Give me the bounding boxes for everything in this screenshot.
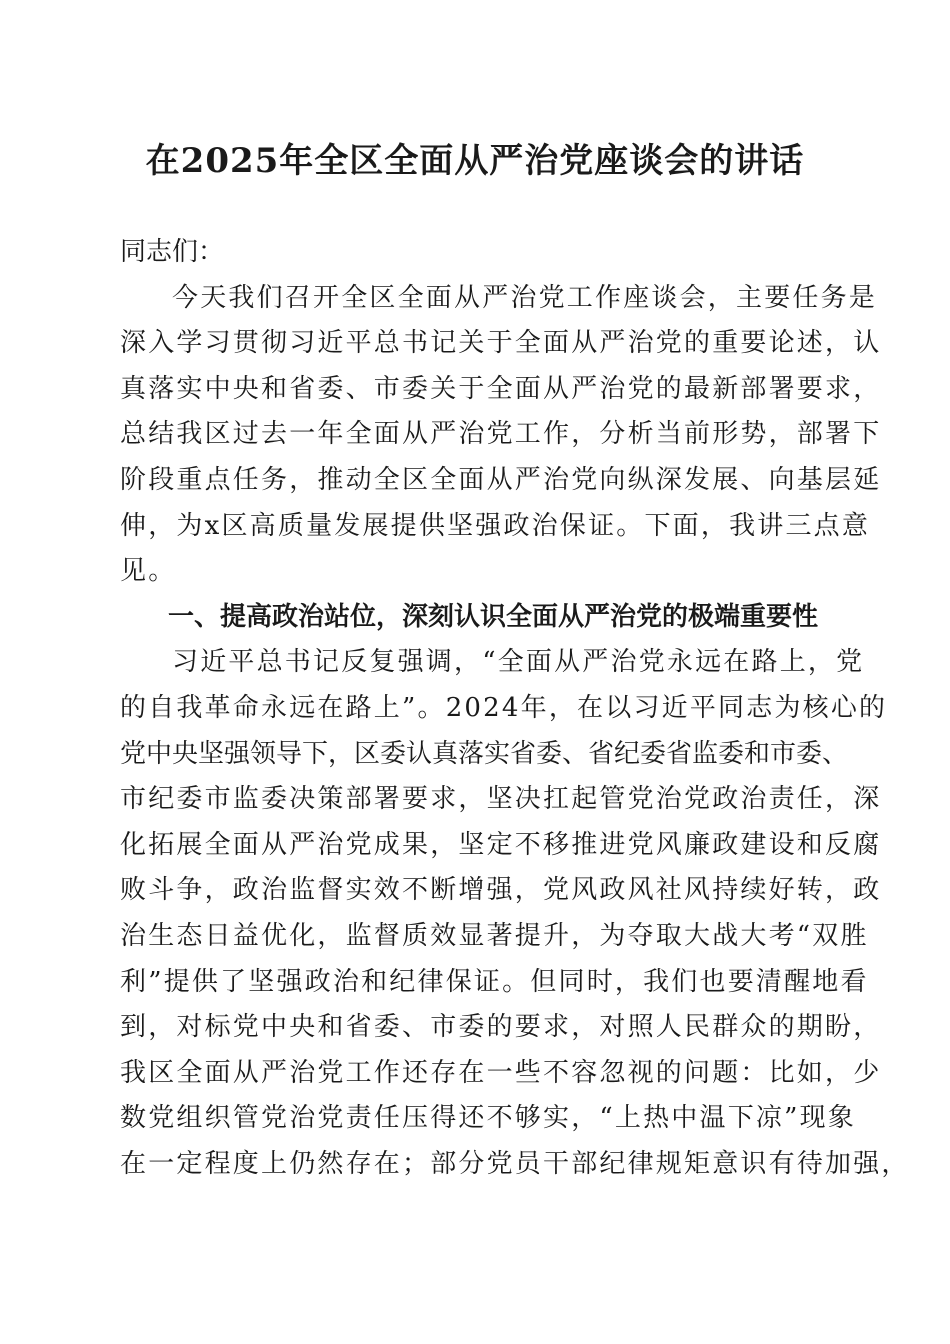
paragraph-line: 党中央坚强领导下，区委认真落实省委、省纪委省监委和市委、 (120, 738, 849, 769)
paragraph-line: 伸，为x区高质量发展提供坚强政治保证。下面，我讲三点意 (120, 510, 871, 541)
paragraph-line: 见。 (120, 556, 177, 587)
document-body (120, 230, 910, 1187)
paragraph-line: 习近平总书记反复强调，“全面从严治党永远在路上，党 (172, 647, 865, 678)
paragraph-line: 数党组织管党治党责任压得还不够实，“上热中温下凉”现象 (120, 1103, 856, 1134)
salutation: 同志们： (120, 237, 225, 267)
paragraph-line: 利”提供了坚强政治和纪律保证。但同时，我们也要清醒地看 (120, 966, 869, 997)
paragraph-line: 市纪委市监委决策部署要求，坚决扛起管党治党政治责任，深 (120, 784, 882, 815)
paragraph-line: 在一定程度上仍然存在；部分党员干部纪律规矩意识有待加强， (120, 1148, 910, 1179)
paragraph-line: 的自我革命永远在路上”。2024年，在以习近平同志为核心的 (120, 692, 888, 723)
paragraph-line: 深入学习贯彻习近平总书记关于全面从严治党的重要论述，认 (120, 328, 882, 359)
paragraph-intro (120, 276, 882, 595)
paragraph-line: 治生态日益优化，监督质效显著提升，为夺取大战大考“双胜 (120, 920, 869, 951)
paragraph-line: 总结我区过去一年全面从严治党工作，分析当前形势，部署下 (120, 419, 882, 450)
paragraph-line: 我区全面从严治党工作还存在一些不容忽视的问题：比如，少 (120, 1057, 882, 1088)
paragraph-line: 败斗争，政治监督实效不断增强，党风政风社风持续好转，政 (120, 875, 882, 906)
paragraph-line: 化拓展全面从严治党成果，坚定不移推进党风廉政建设和反腐 (120, 829, 882, 860)
paragraph-line: 真落实中央和省委、市委关于全面从严治党的最新部署要求， (120, 373, 882, 404)
section-heading-1: 一、提高政治站位，深刻认识全面从严治党的极端重要性 (168, 601, 819, 632)
paragraph-line: 阶段重点任务，推动全区全面从严治党向纵深发展、向基层延 (120, 464, 882, 495)
paragraph-section-1 (120, 640, 910, 1187)
paragraph-line: 今天我们召开全区全面从严治党工作座谈会，主要任务是 (172, 282, 878, 313)
paragraph-line: 到，对标党中央和省委、市委的要求，对照人民群众的期盼， (120, 1012, 882, 1043)
document-title: 在2025年全区全面从严治党座谈会的讲话 (145, 141, 805, 181)
